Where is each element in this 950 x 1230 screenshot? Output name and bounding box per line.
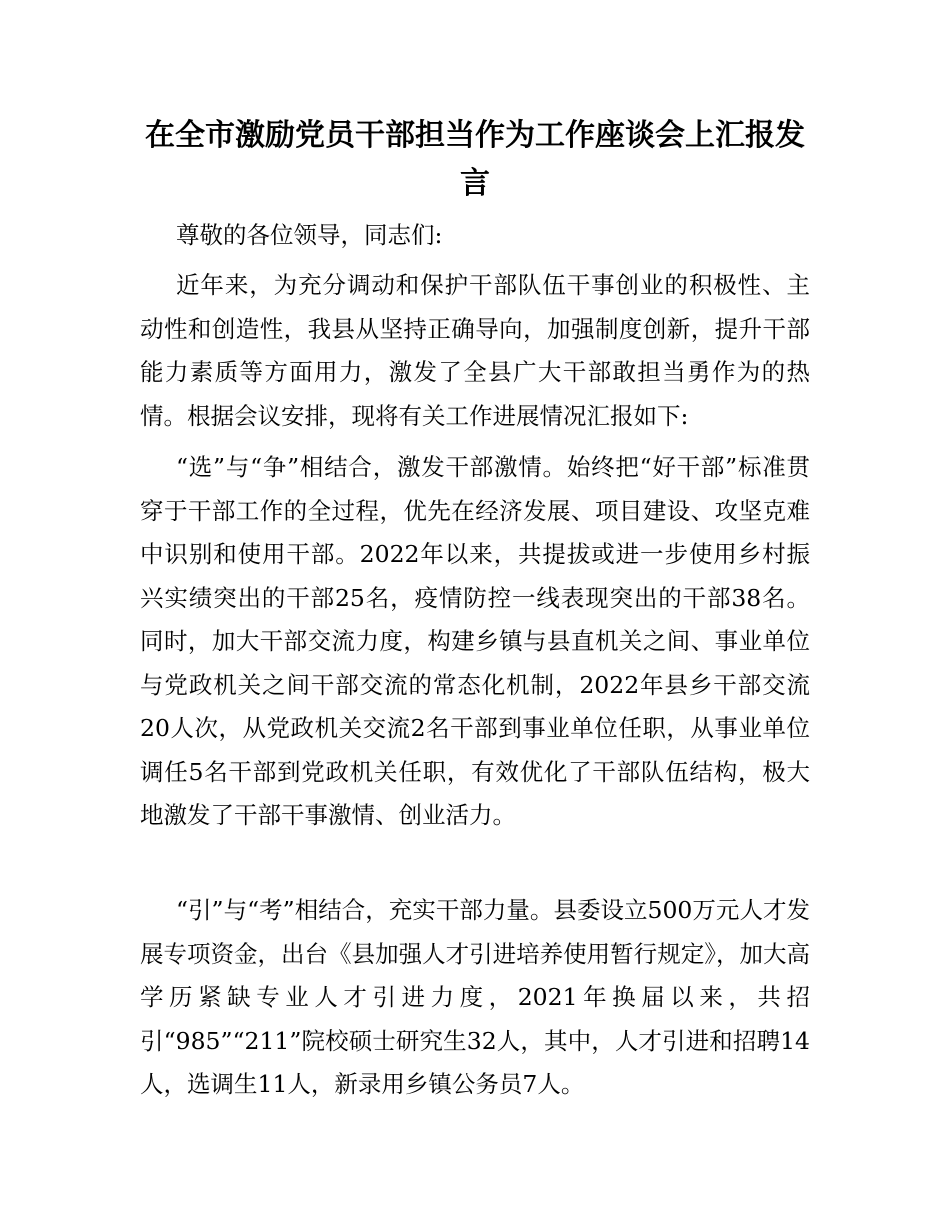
section-select-compete-paragraph: “选”与“争”相结合，激发干部激情。始终把“好干部”标准贯穿于干部工作的全过程，优先在经济发展、项目建设、攻坚克难中识别和使用干部。2022年以来，共提拔或进一步使用乡村振兴实绩突出的干部25名，疫情防控一线表现突出的干部38名。同时，加大干部交流力度，构建乡镇与县直机关之间、事业单位与党政机关之间干部交流的常态化机制，2022年县乡干部交流20人次，从党政机关交流2名干部到事业单位任职，从事业单位调任5名干部到党政机关任职，有效优化了干部队伍结构，极大地激发了干部干事激情、创业活力。	[140, 453, 810, 829]
intro-paragraph: 近年来，为充分调动和保护干部队伍干事创业的积极性、主动性和创造性，我县从坚持正确导向，加强制度创新，提升干部能力素质等方面用力，激发了全县广大干部敢担当勇作为的热情。根据会议安排，现将有关工作进展情况汇报如下:	[140, 271, 810, 430]
document-title: 在全市激励党员干部担当作为工作座谈会上汇报发言	[145, 118, 805, 201]
greeting-paragraph: 尊敬的各位领导，同志们:	[176, 221, 443, 249]
section-introduce-assess-paragraph: “引”与“考”相结合，充实干部力量。县委设立500万元人才发展专项资金，出台《县加强人才引进培养使用暂行规定》，加大高学历紧缺专业人才引进力度，2021年换届以来，共招引“985”“211”院校硕士研究生32人，其中，人才引进和招聘14人，选调生11人，新录用乡镇公务员7人。	[140, 896, 810, 1098]
